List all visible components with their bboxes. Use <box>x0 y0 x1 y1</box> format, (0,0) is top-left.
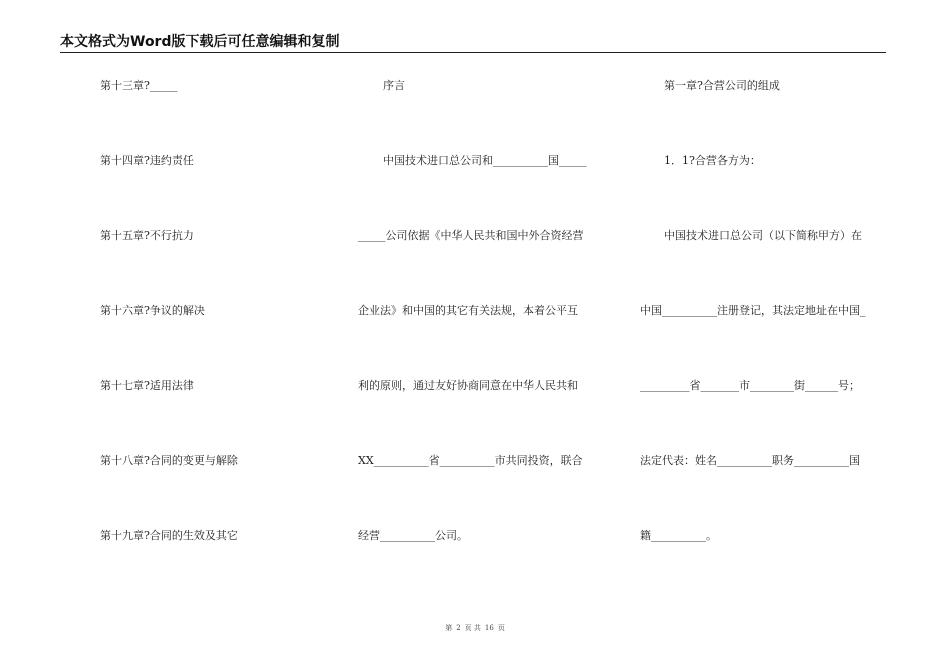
body-line: 经营__________公司。 <box>358 529 468 542</box>
page-footer <box>0 623 950 633</box>
page-prefix: 第 <box>445 624 453 632</box>
body-line: 利的原则，通过友好协商同意在中华人民共和 <box>358 379 578 392</box>
body-line: _________省_______市________街______号； <box>640 379 860 392</box>
toc-line: 第十五章?不行抗力 <box>100 229 194 242</box>
toc-line: 第十三章?_____ <box>100 79 178 92</box>
toc-line: 第十九章?合同的生效及其它 <box>100 529 238 542</box>
body-line: 中国__________注册登记，其法定地址在中国_ <box>640 304 866 317</box>
toc-line: 第十八章?合同的变更与解除 <box>100 454 238 467</box>
document-header <box>60 30 886 53</box>
chapter-heading: 第一章?合营公司的组成 <box>664 79 780 92</box>
body-line: 法定代表：姓名__________职务__________国 <box>640 454 860 467</box>
page-total: 16 <box>484 624 494 632</box>
body-line: 企业法》和中国的其它有关法规，本着公平互 <box>358 304 578 317</box>
body-line: 中国技术进口总公司和__________国_____ <box>383 154 587 167</box>
page-suffix: 页 <box>497 624 505 632</box>
body-line: 1．1?合营各方为： <box>664 154 761 167</box>
body-line: 籍__________。 <box>640 529 717 542</box>
toc-line: 第十六章?争议的解决 <box>100 304 205 317</box>
page-mid: 页 共 <box>464 624 481 632</box>
toc-line: 第十四章?违约责任 <box>100 154 194 167</box>
page-current: 2 <box>456 624 461 632</box>
body-line: 中国技术进口总公司（以下简称甲方）在 <box>664 229 862 242</box>
body-line: _____公司依据《中华人民共和国中外合资经营 <box>358 229 584 242</box>
toc-line: 第十七章?适用法律 <box>100 379 194 392</box>
header-title: 本文格式为Word版下载后可任意编辑和复制 <box>60 34 340 50</box>
body-line: XX__________省__________市共同投资，联合 <box>358 454 583 467</box>
preface-heading: 序言 <box>383 79 405 92</box>
